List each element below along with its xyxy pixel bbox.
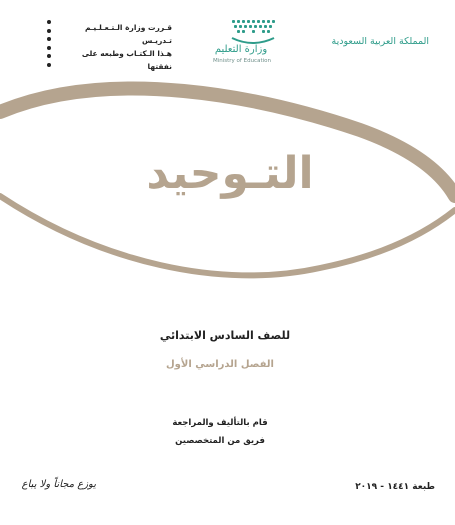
decree-line-2: هـذا الـكتـاب وطبعه على نفقتها <box>81 49 172 71</box>
ministry-name-arabic: وزارة التعليم <box>214 44 268 55</box>
kingdom-name: المملكة العربية السعودية <box>331 36 429 47</box>
ministry-name-english: Ministry of Education <box>212 58 271 64</box>
credits-line-1: قام بالتأليف والمراجعة <box>172 418 268 428</box>
grade-label: للصف السادس الابتدائي <box>159 329 291 342</box>
decree-line-1: قـررت وزارة الـتـعـلـيـم تـدريـس <box>84 23 172 45</box>
free-distribution-note: يوزع مجاناً ولا يباع <box>21 479 96 490</box>
semester-label: الفصل الدراسي الأول <box>166 359 274 370</box>
credits-line-2: فريق من المتخصصين <box>175 436 265 446</box>
book-title: التـوحيد <box>146 148 314 199</box>
edition-label: طبعة ١٤٤١ - ٢٠١٩ <box>355 482 435 492</box>
